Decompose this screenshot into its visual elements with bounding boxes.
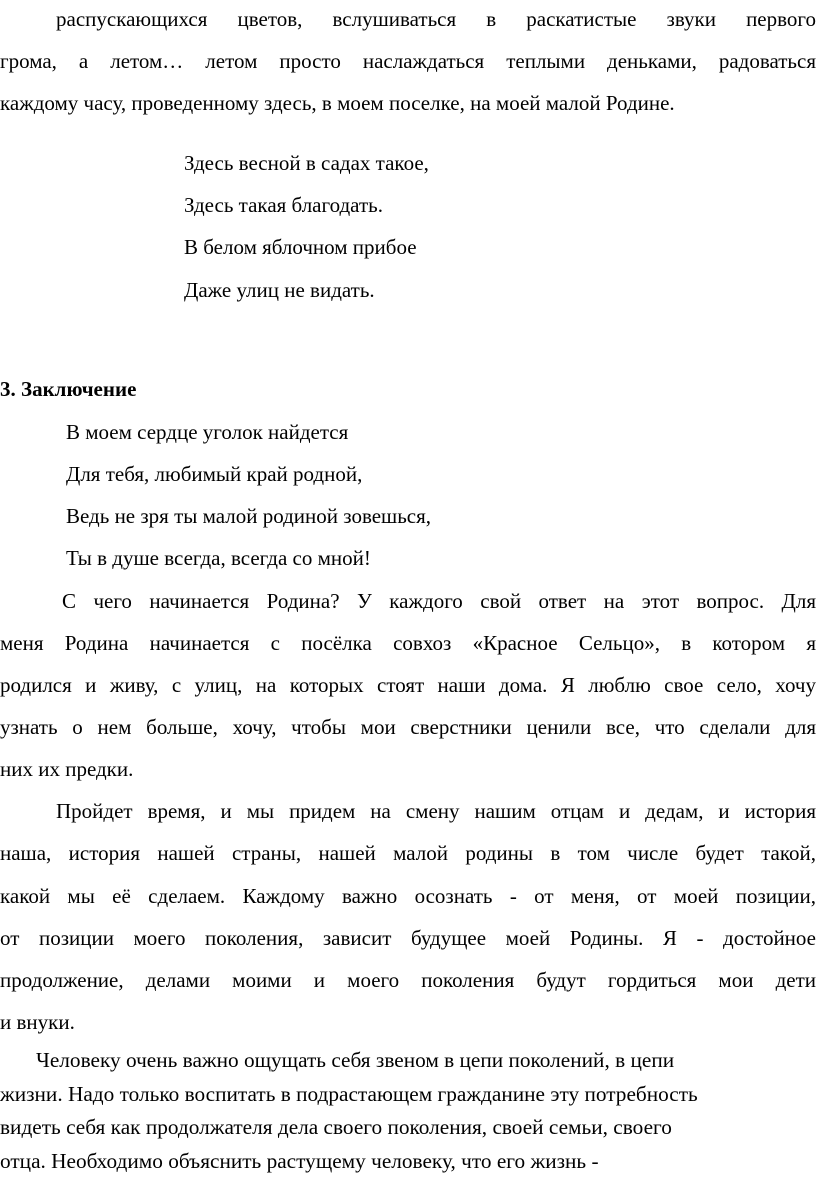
- paragraph-2-line-4: от позиции моего поколения, зависит будущее моей Родины. Я - достойное: [0, 926, 816, 950]
- section-heading: 3. Заключение: [0, 377, 137, 401]
- paragraph-2-line-6: и внуки.: [0, 1010, 75, 1034]
- paragraph-3-line-3: видеть себя как продолжателя дела своего поколения, своей семьи, своего: [0, 1115, 672, 1139]
- poem-2-line-3: Ведь не зря ты малой родиной зовешься,: [66, 504, 432, 528]
- paragraph-1-line-2: меня Родина начинается с посёлка совхоз «Красное Сельцо», в котором я: [0, 631, 816, 655]
- paragraph-2-line-5: продолжение, делами моими и моего поколения будут гордиться мои дети: [0, 968, 816, 992]
- poem-1-line-4: Даже улиц не видать.: [184, 278, 375, 302]
- paragraph-1-line-3: родился и живу, с улиц, на которых стоят наши дома. Я люблю свое село, хочу: [0, 673, 816, 697]
- paragraph-3-line-1: Человеку очень важно ощущать себя звеном в цепи поколений, в цепи: [36, 1048, 675, 1072]
- paragraph-2-line-2: наша, история нашей страны, нашей малой родины в том числе будет такой,: [0, 841, 816, 865]
- poem-2-line-2: Для тебя, любимый край родной,: [66, 462, 363, 486]
- paragraph-3-line-4: отца. Необходимо объяснить растущему человеку, что его жизнь -: [0, 1149, 599, 1173]
- paragraph-2-line-1: Пройдет время, и мы придем на смену нашим отцам и дедам, и история: [56, 799, 816, 823]
- paragraph-3-line-2: жизни. Надо только воспитать в подрастающем гражданине эту потребность: [0, 1082, 698, 1106]
- paragraph-1-line-4: узнать о нем больше, хочу, чтобы мои сверстники ценили все, что сделали для: [0, 715, 816, 739]
- poem-1-line-1: Здесь весной в садах такое,: [184, 151, 429, 175]
- intro-line-3: каждому часу, проведенному здесь, в моем поселке, на моей малой Родине.: [0, 91, 675, 115]
- paragraph-1-line-1: С чего начинается Родина? У каждого свой ответ на этот вопрос. Для: [62, 589, 816, 613]
- poem-2-line-4: Ты в душе всегда, всегда со мной!: [66, 546, 371, 570]
- intro-line-1: распускающихся цветов, вслушиваться в раскатистые звуки первого: [56, 7, 816, 31]
- intro-line-2: грома, а летом… летом просто наслаждаться теплыми деньками, радоваться: [0, 49, 816, 73]
- paragraph-1-line-5: них их предки.: [0, 757, 134, 781]
- poem-2-line-1: В моем сердце уголок найдется: [66, 420, 349, 444]
- poem-1-line-3: В белом яблочном прибое: [184, 235, 417, 259]
- poem-1-line-2: Здесь такая благодать.: [184, 193, 383, 217]
- paragraph-2-line-3: какой мы её сделаем. Каждому важно осознать - от меня, от моей позиции,: [0, 884, 816, 908]
